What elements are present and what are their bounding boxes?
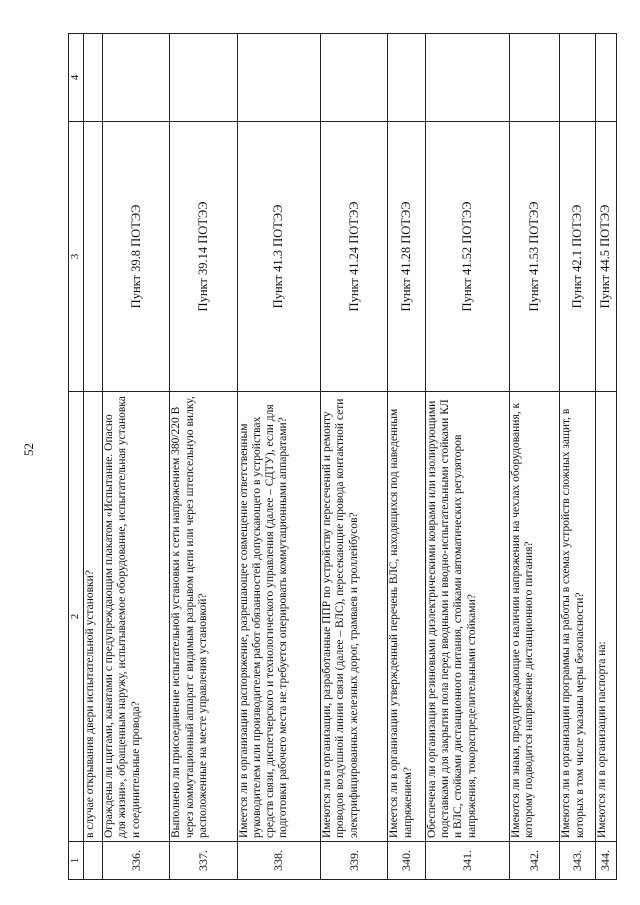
table-row	[509, 34, 560, 880]
row-note	[595, 34, 616, 122]
row-reference: Пункт 41.3 ПОТЭЭ	[237, 122, 321, 392]
row-reference: Пункт 41.52 ПОТЭЭ	[426, 122, 510, 392]
row-reference: Пункт 41.28 ПОТЭЭ	[388, 122, 426, 392]
row-note	[388, 34, 426, 122]
table-row	[103, 34, 170, 880]
page-number: 52	[20, 443, 36, 456]
row-note	[84, 34, 103, 122]
row-number: 341.	[426, 842, 510, 880]
row-reference: Пункт 41.53 ПОТЭЭ	[509, 122, 560, 392]
checklist-table	[68, 33, 617, 880]
row-number: 342.	[509, 842, 560, 880]
table-row	[170, 34, 237, 880]
row-note	[103, 34, 170, 122]
row-number: 340.	[388, 842, 426, 880]
row-question: Имеются ли знаки, предупреждающие о наличии напряжения на чехлах оборудования, к которому подводится напряжение дистанционного питания?	[509, 392, 560, 842]
row-question: Имеются ли в организации, разработанные ППР по устройству пересечений и ремонту проводов воздушной линии связи (далее – ВЛС), пересекающие провода контактной сети электрифицированных железных дорог, трамваев и троллейбусов?	[321, 392, 388, 842]
row-reference: Пункт 39.14 ПОТЭЭ	[170, 122, 237, 392]
row-question: Выполнено ли присоединение испытательной установки к сети напряжением 380/220 В через коммутационный аппарат с видимым разрывом цепи или через штепсельную вилку, расположенные на месте управления установкой?	[170, 392, 237, 842]
table-row	[321, 34, 388, 880]
row-note	[321, 34, 388, 122]
row-note	[237, 34, 321, 122]
row-note	[170, 34, 237, 122]
table-row	[237, 34, 321, 880]
header-col-2: 2	[69, 392, 84, 842]
row-reference	[84, 122, 103, 392]
row-number: 344.	[595, 842, 616, 880]
table-row	[560, 34, 595, 880]
row-reference: Пункт 39.8 ПОТЭЭ	[103, 122, 170, 392]
table-row	[595, 34, 616, 880]
row-question: Имеется ли в организации утвержденный перечень ВЛС, находящихся под наведенным напряжением?	[388, 392, 426, 842]
row-number: 338.	[237, 842, 321, 880]
header-col-1: 1	[69, 842, 84, 880]
row-number	[84, 842, 103, 880]
table-row	[84, 34, 103, 880]
row-question: Имеются ли в организации программы на работы в схемах устройств сложных защит, в которых в том числе указаны меры безопасности?	[560, 392, 595, 842]
table-header-row	[69, 34, 84, 880]
row-question: Обеспечена ли организация резиновыми диэлектрическими коврами или изолирующими подставками для закрытия пола перед вводными и вводно-испытательными стойками КЛ и ВЛС, стойками дистанционного питания, стойками автоматических регуляторов напряжения, токораспределительными стойками?	[426, 392, 510, 842]
row-note	[426, 34, 510, 122]
row-question: Имеется ли в организации распоряжение, разрешающее совмещение ответственным руководителем или производителем работ обязанностей допускающего в устройствах средств связи, диспетчерского и технологического управления (далее – СДТУ), если для подготовки рабочего места не требуется оперировать коммутационными аппаратами?	[237, 392, 321, 842]
row-note	[509, 34, 560, 122]
table-row	[426, 34, 510, 880]
header-col-4: 4	[69, 34, 84, 122]
header-col-3: 3	[69, 122, 84, 392]
checklist-table-container	[68, 34, 617, 880]
row-number: 339.	[321, 842, 388, 880]
row-question: Ограждены ли щитами, канатами с предупреждающим плакатом «Испытание. Опасно для жизни», обращенным наружу, испытываемое оборудование, испытательная установка и соединительные провода?	[103, 392, 170, 842]
row-number: 336.	[103, 842, 170, 880]
row-question: Имеются ли в организации паспорта на:	[595, 392, 616, 842]
table-row	[388, 34, 426, 880]
row-number: 343.	[560, 842, 595, 880]
row-note	[560, 34, 595, 122]
row-reference: Пункт 44.5 ПОТЭЭ	[595, 122, 616, 392]
row-number: 337.	[170, 842, 237, 880]
row-reference: Пункт 41.24 ПОТЭЭ	[321, 122, 388, 392]
row-reference: Пункт 42.1 ПОТЭЭ	[560, 122, 595, 392]
row-question: в случае открывания двери испытательной установки?	[84, 392, 103, 842]
